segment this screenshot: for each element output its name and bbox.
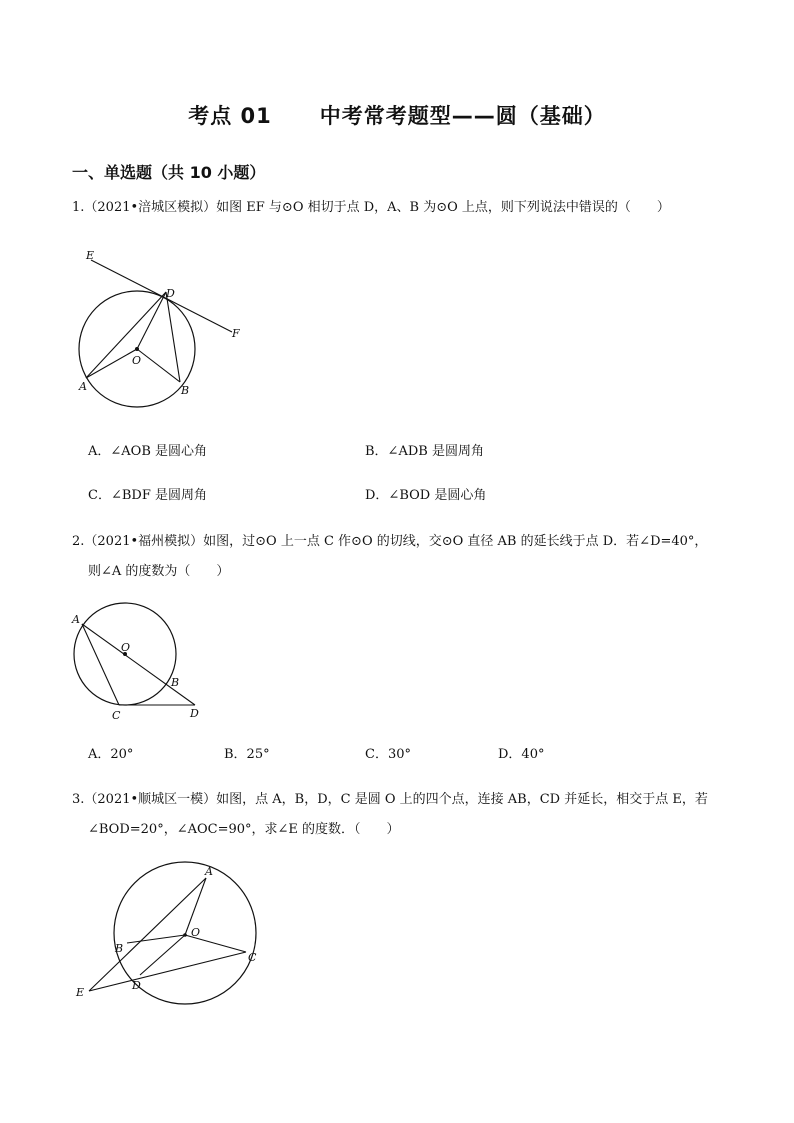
question-3-figure bbox=[72, 855, 282, 1010]
label-e: E bbox=[76, 986, 85, 999]
label-c: C bbox=[112, 709, 121, 722]
question-1-stem: 1.（2021•涪城区模拟）如图 EF 与⊙O 相切于点 D，A、B 为⊙O 上点，则下列说法中错误的（ ） bbox=[72, 200, 670, 215]
label-a: A bbox=[79, 380, 87, 393]
segment-oa bbox=[86, 349, 137, 378]
label-d: D bbox=[190, 707, 199, 720]
line-ec bbox=[89, 952, 246, 991]
question-2-stem-line2: 则∠A 的度数为（ ） bbox=[88, 564, 230, 579]
q1-option-a: A．∠AOB 是圆心角 bbox=[88, 444, 208, 459]
question-2-stem-line1: 2.（2021•福州模拟）如图，过⊙O 上一点 C 作⊙O 的切线，交⊙O 直径 AB 的延长线于点 D．若∠D=40°， bbox=[72, 534, 708, 549]
line-ad bbox=[82, 624, 195, 705]
title-right: 中考常考题型——圆（基础） bbox=[319, 104, 606, 128]
q1-option-b: B．∠ADB 是圆周角 bbox=[365, 444, 484, 459]
segment-db bbox=[166, 292, 180, 382]
label-d: D bbox=[132, 979, 141, 992]
segment-ob bbox=[127, 935, 185, 943]
q2-option-d: D．40° bbox=[498, 747, 545, 762]
label-a: A bbox=[72, 613, 80, 626]
q2-option-c: C．30° bbox=[365, 747, 411, 762]
label-o: O bbox=[132, 354, 142, 367]
question-2-figure bbox=[65, 600, 225, 730]
q1-option-d: D．∠BOD 是圆心角 bbox=[365, 488, 487, 503]
section-heading: 一、单选题（共 10 小题） bbox=[72, 163, 266, 182]
label-b: B bbox=[181, 384, 190, 397]
label-a: A bbox=[205, 865, 213, 878]
label-e: E bbox=[86, 249, 95, 262]
page-title bbox=[0, 100, 794, 130]
segment-ob bbox=[137, 349, 180, 382]
q2-option-b: B．25° bbox=[224, 747, 270, 762]
question-3-stem-line1: 3.（2021•顺城区一模）如图，点 A，B，D，C 是圆 O 上的四个点，连接 AB，CD 并延长，相交于点 E，若 bbox=[72, 792, 708, 807]
question-1-figure bbox=[70, 240, 260, 410]
q1-option-c: C．∠BDF 是圆周角 bbox=[88, 488, 207, 503]
center-point bbox=[183, 933, 187, 937]
center-point bbox=[135, 347, 139, 351]
label-o: O bbox=[191, 926, 201, 939]
label-b: B bbox=[115, 942, 124, 955]
segment-ac bbox=[82, 624, 119, 705]
label-c: C bbox=[248, 951, 257, 964]
label-d: D bbox=[166, 287, 175, 300]
label-b: B bbox=[171, 676, 180, 689]
label-f: F bbox=[232, 327, 240, 340]
line-ea bbox=[89, 878, 206, 991]
title-left: 考点 01 bbox=[188, 104, 272, 128]
segment-od bbox=[137, 292, 166, 349]
segment-ad bbox=[86, 292, 166, 378]
question-3-stem-line2: ∠BOD=20°，∠AOC=90°，求∠E 的度数．（ ） bbox=[88, 822, 400, 837]
q2-option-a: A．20° bbox=[88, 747, 134, 762]
label-o: O bbox=[121, 641, 131, 654]
